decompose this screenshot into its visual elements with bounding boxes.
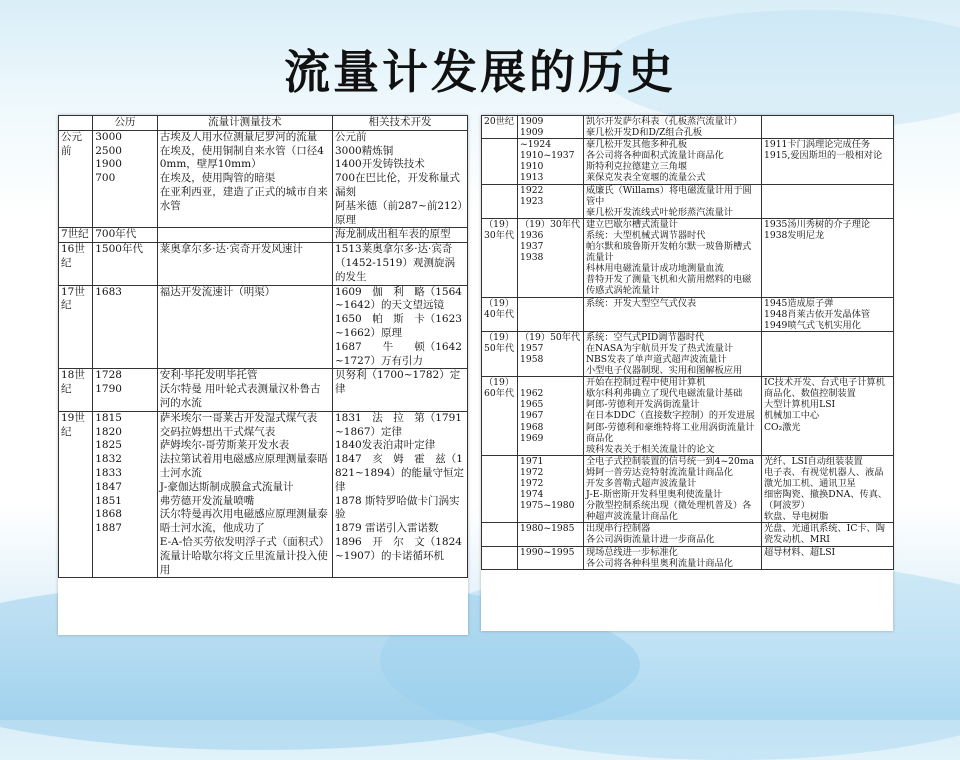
- header-related: 相关技术开发: [333, 116, 468, 131]
- year-cell: 3000 2500 1900 700: [93, 130, 157, 228]
- tech-cell: 系统：空气式PID调节器时代 在NASA为宇航员开发了热式流量计 NBS发表了单声道式超声波流量计 小型电子仪器制现、实用和图解板应用: [584, 331, 762, 376]
- era-cell: [482, 546, 518, 569]
- era-cell: （19）30年代: [482, 218, 518, 297]
- table-row: [59, 228, 468, 243]
- tech-cell: 现场总线进一步标准化 各公司将各种科里奥利流量计商品化: [584, 546, 762, 569]
- table-row: [482, 297, 894, 331]
- table-row: [482, 546, 894, 569]
- era-cell: [482, 184, 518, 218]
- related-cell: 1945造成原子弹 1948肖莱古依开发晶体管 1949喷气式飞机实用化: [762, 297, 894, 331]
- header-era: [59, 116, 93, 131]
- related-cell: [762, 116, 894, 139]
- era-cell: 20世纪: [482, 116, 518, 139]
- tech-cell: 全电子式控制装置的信号统一到4~20ma 姆阿一普劳达竞特射流流量计商品化 开发多普勒式超声波流量计 J-E-斯密斯开发科里奥利使流量计 分散型控制系统出现（微处理机普及）各种超声波流量计商品化: [584, 455, 762, 523]
- table-row: [482, 331, 894, 376]
- year-cell: （19）30年代 1936 1937 1938: [518, 218, 584, 297]
- era-cell: [482, 139, 518, 184]
- year-cell: 1683: [93, 285, 157, 369]
- year-cell: 1922 1923: [518, 184, 584, 218]
- tech-cell: 威廉氏（Willams）将电磁流量计用于圆管中 豪几松开发流线式叶轮形蒸汽流量计: [584, 184, 762, 218]
- related-cell: 光纤、LSI自动组装装置 电子表、有视觉机器人、液晶激光加工机、通讯卫星 细密陶瓷、撤换DNA、传真、（阿波罗） 软盘、导电树脂: [762, 455, 894, 523]
- tech-cell: 萨米埃尔一哥莱古开发湿式煤气表 交码拉姆想出干式煤气表 萨姆埃尔-哥劳斯莱开发水表 法拉第试着用电磁感应原理测量泰晤士河水流 J-豪伽达斯制成膜盒式流量计 弗劳德开发流量喷嘴 沃尔特曼再次用电磁感应原理测量泰晤士河水流，他成功了 E-A-恰买劳依发明浮子式（面积式）流量计哈歇尔将文丘里流量计投入使用: [157, 411, 332, 578]
- slide-title: 流量计发展的历史: [284, 45, 676, 99]
- tech-cell: 莱奥拿尔多·达·宾奇开发风速计: [157, 243, 332, 285]
- year-cell: 1728 1790: [93, 369, 157, 411]
- table-row: [59, 243, 468, 285]
- table-row: [59, 369, 468, 411]
- tech-cell: 凯尔开发萨尔科表（孔板蒸汽流量计） 豪几松开发D和D/Z组合孔板: [584, 116, 762, 139]
- related-cell: 超导材料、超LSI: [762, 546, 894, 569]
- year-cell: 700年代: [93, 228, 157, 243]
- related-cell: 1513莱奥拿尔多·达·宾奇（1452-1519）观测旋涡的发生: [333, 243, 468, 285]
- tech-cell: 福达开发流速计（明渠）: [157, 285, 332, 369]
- related-cell: 光盘、光通讯系统、IC卡、陶瓷发动机、MRI: [762, 523, 894, 546]
- era-cell: 19世纪: [59, 411, 93, 578]
- tech-cell: 出现串行控制器 各公司涡街流量计进一步商品化: [584, 523, 762, 546]
- year-cell: 1909 1909: [518, 116, 584, 139]
- table-row: [482, 139, 894, 184]
- table-row: [482, 184, 894, 218]
- era-cell: 公元前: [59, 130, 93, 228]
- era-cell: （19）40年代: [482, 297, 518, 331]
- left-table-panel: [58, 115, 468, 635]
- era-cell: 17世纪: [59, 285, 93, 369]
- table-row: [482, 523, 894, 546]
- related-cell: 1831 法 拉 第（1791~1867）定律 1840发表泊肃叶定律 1847 亥 姆 霍 兹（1821~1894）的能量守恒定律 1878 斯特罗哈做卡门涡实验 1879 雷诺引入雷诺数 1896 开 尔 文（1824~1907）的卡诺循环机: [333, 411, 468, 578]
- table-row: [482, 455, 894, 523]
- tech-cell: 开始在控制过程中使用计算机 歇尔科利弗确立了现代电磁流量计基础 阿郎-劳德利开发涡街流量计 在日本DDC（直接数字控制）的开发进展 阿郎-劳德利和豪维特将工业用涡街流量计商品化 玻科发表关于相关流量计的论文: [584, 377, 762, 456]
- related-cell: 1911卡门涡理论完成任务 1915,爱因斯坦的一般相对论: [762, 139, 894, 184]
- tech-cell: 建立巴歇尔槽式流量计 系统：大型机械式调节器时代 帕尔默和玻鲁斯开发帕尔默一玻鲁斯槽式流量计 科林用电磁流量计成功地测量血流 普特开发了测量飞机和火箭用燃料的电磁传感式涡轮流量计: [584, 218, 762, 297]
- era-cell: 16世纪: [59, 243, 93, 285]
- era-cell: 7世纪: [59, 228, 93, 243]
- related-cell: [762, 184, 894, 218]
- related-cell: IC技术开发、台式电子计算机商品化、数值控制装置 大型计算机用LSI 机械加工中心 CO₂激光: [762, 377, 894, 456]
- year-cell: 1500年代: [93, 243, 157, 285]
- table-row: [59, 130, 468, 228]
- year-cell: 1990~1995: [518, 546, 584, 569]
- tech-cell: 古埃及人用水位测量尼罗河的流量 在埃及，使用铜制自来水管（口径40mm，壁厚10mm） 在埃及，使用陶管的暗渠 在亚利西亚，建造了正式的城市自来水管: [157, 130, 332, 228]
- header-tech: 流量计测量技术: [157, 116, 332, 131]
- era-cell: （19）60年代: [482, 377, 518, 456]
- related-cell: 1609 伽 利 略（1564~1642）的天文望远镜 1650 帕 斯 卡（1623~1662）原理 1687 牛 顿（1642~1727）万有引力: [333, 285, 468, 369]
- table-row: [482, 218, 894, 297]
- era-cell: [482, 455, 518, 523]
- era-cell: [482, 523, 518, 546]
- table-row: [482, 116, 894, 139]
- table-row: [59, 411, 468, 578]
- table-row: [482, 377, 894, 456]
- tech-cell: [157, 228, 332, 243]
- related-cell: [762, 331, 894, 376]
- tech-cell: 豪几松开发其他多种孔板 各公司将各种面积式流量计商品化 斯特利克拉德建立三角堰 莱保克发表全宽堰的流量公式: [584, 139, 762, 184]
- year-cell: [518, 297, 584, 331]
- related-cell: 1935汤川秀树的介子理论 1938发明尼龙: [762, 218, 894, 297]
- year-cell: ~1924 1910~1937 1910 1913: [518, 139, 584, 184]
- year-cell: 1980~1985: [518, 523, 584, 546]
- year-cell: 1815 1820 1825 1832 1833 1847 1851 1868 1887: [93, 411, 157, 578]
- era-cell: （19）50年代: [482, 331, 518, 376]
- year-cell: 1962 1965 1967 1968 1969: [518, 377, 584, 456]
- year-cell: （19）50年代 1957 1958: [518, 331, 584, 376]
- right-table-panel: [481, 115, 893, 631]
- related-cell: 贝努利（1700~1782）定律: [333, 369, 468, 411]
- table-row: [59, 285, 468, 369]
- tech-cell: 安利·毕托发明毕托管 沃尔特曼 用叶轮式表测量汉朴鲁古河的水流: [157, 369, 332, 411]
- table-header-row: [59, 116, 468, 131]
- related-cell: 公元前 3000精炼铜 1400开发铸铁技术 700在巴比伦，开发称量式漏刻 阿基米德（前287~前212）原理: [333, 130, 468, 228]
- year-cell: 1971 1972 1972 1974 1975~1980: [518, 455, 584, 523]
- history-table-left: [58, 115, 468, 578]
- header-year: 公历: [93, 116, 157, 131]
- history-table-right: [481, 115, 894, 570]
- tech-cell: 系统：开发大型空气式仪表: [584, 297, 762, 331]
- related-cell: 海龙制成出租车表的原型: [333, 228, 468, 243]
- era-cell: 18世纪: [59, 369, 93, 411]
